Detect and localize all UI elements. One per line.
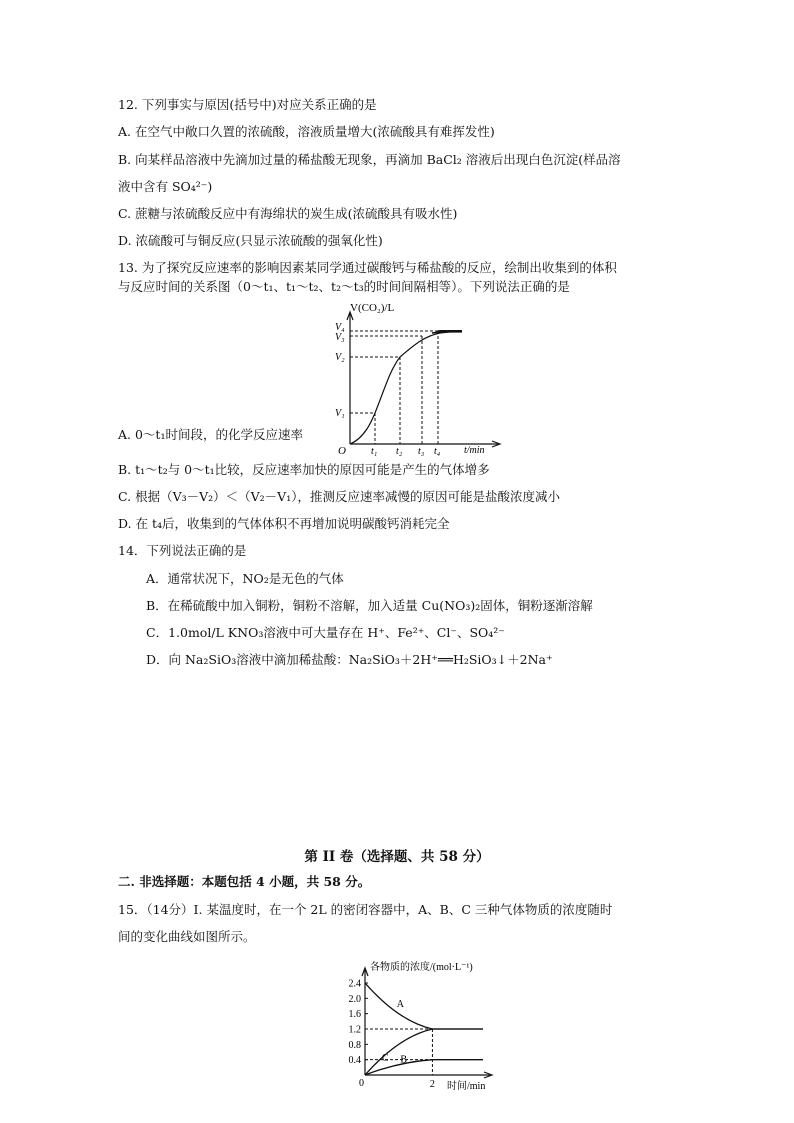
q15-y-tick-label: 0.8 [348, 1039, 361, 1051]
q12-option-b: B. 向某样品溶液中先滴加过量的稀盐酸无现象，再滴加 BaCl₂ 溶液后出现白色沉淀(样品溶 [118, 152, 621, 167]
q15-series-a-label: A [396, 999, 405, 1011]
q15-series-a-line [365, 983, 483, 1029]
q15-y-label: 各物质的浓度/(mol·L⁻¹) [370, 962, 473, 973]
q13-t2: t₂ [396, 446, 403, 457]
q13-v2: V₂ [335, 352, 345, 363]
q15-concentration-chart [330, 958, 500, 1093]
q15-guide-lines [365, 1029, 432, 1075]
q15-y-tick-label: 2.4 [348, 978, 361, 990]
q13-stem: 13. 为了探究反应速率的影响因素某同学通过碳酸钙与稀盐酸的反应，绘制出收集到的体积 [118, 260, 617, 275]
q12-option-d: D. 浓硫酸可与铜反应(只显示浓硫酸的强氧化性) [118, 233, 383, 248]
q12-option-b-cont: 液中含有 SO₄²⁻) [118, 179, 213, 194]
q15-origin: 0 [359, 1078, 364, 1089]
q13-option-a: A. 0～t₁时间段，的化学反应速率 [118, 427, 303, 442]
q14-option-d: D．向 Na₂SiO₃溶液中滴加稀盐酸：Na₂SiO₃＋2H⁺══H₂SiO₃↓＋2Na⁺ [146, 652, 553, 667]
q13-stem-cont: 与反应时间的关系图（0～t₁、t₁～t₂、t₂～t₃的时间间隔相等）。下列说法正确的是 [118, 279, 570, 294]
q15-y-tick-label: 0.4 [348, 1055, 361, 1067]
part2-section-heading: 二. 非选择题：本题包括 4 小题，共 58 分。 [118, 874, 371, 889]
q13-x-label: t/min [464, 445, 485, 456]
q14-option-a: A．通常状况下，NO₂是无色的气体 [146, 571, 344, 586]
part2-title: 第 II 卷（选择题、共 58 分） [304, 849, 490, 865]
q13-t1: t₁ [371, 446, 378, 457]
q15-x-label: 时间/min [447, 1081, 486, 1092]
q14-option-c: C．1.0mol/L KNO₃溶液中可大量存在 H⁺、Fe²⁺、Cl⁻、SO₄²⁻ [146, 625, 505, 640]
q13-t4: t₄ [434, 446, 441, 457]
q12-option-c: C. 蔗糖与浓硫酸反应中有海绵状的炭生成(浓硫酸具有吸水性) [118, 206, 458, 221]
q15-stem-cont: 间的变化曲线如图所示。 [118, 929, 256, 944]
q14-stem: 14．下列说法正确的是 [118, 543, 247, 558]
q13-v4: V₄ [335, 322, 345, 333]
q13-v1: V₁ [335, 408, 345, 419]
q13-option-b: B. t₁～t₂与 0～t₁比较，反应速率加快的原因可能是产生的气体增多 [118, 462, 490, 477]
q13-guide-lines [350, 331, 438, 444]
q13-option-c: C. 根据（V₃－V₂）＜（V₂－V₁），推测反应速率减慢的原因可能是盐酸浓度减小 [118, 489, 560, 504]
q15-y-tick-label: 1.2 [348, 1024, 361, 1036]
q15-stem: 15．（14分）Ⅰ. 某温度时，在一个 2L 的密闭容器中，A、B、C 三种气体物质的浓度随时 [118, 902, 613, 917]
q13-t3: t₃ [418, 446, 425, 457]
q13-volume-time-graph [330, 300, 510, 460]
q15-series-c-label: C [381, 1052, 389, 1064]
q15-y-tick-label: 1.6 [348, 1009, 361, 1021]
q13-origin: O [338, 445, 346, 457]
q13-option-d: D. 在 t₄后，收集到的气体体积不再增加说明碳酸钙消耗完全 [118, 516, 450, 531]
q14-option-b: B．在稀硫酸中加入铜粉，铜粉不溶解，加入适量 Cu(NO₃)₂固体，铜粉逐渐溶解 [146, 598, 593, 613]
q15-x-tick-label: 2 [429, 1079, 435, 1090]
q15-y-tick-label: 2.0 [348, 993, 361, 1005]
q12-option-a: A. 在空气中敞口久置的浓硫酸，溶液质量增大(浓硫酸具有难挥发性) [118, 124, 495, 139]
q15-series-b-label: B [400, 1054, 408, 1066]
q12-stem: 12. 下列事实与原因(括号中)对应关系正确的是 [118, 97, 377, 112]
q13-volume-curve [350, 331, 462, 444]
q13-y-label: V(CO₂)/L [350, 302, 395, 314]
q13-v3: V₃ [335, 332, 345, 343]
